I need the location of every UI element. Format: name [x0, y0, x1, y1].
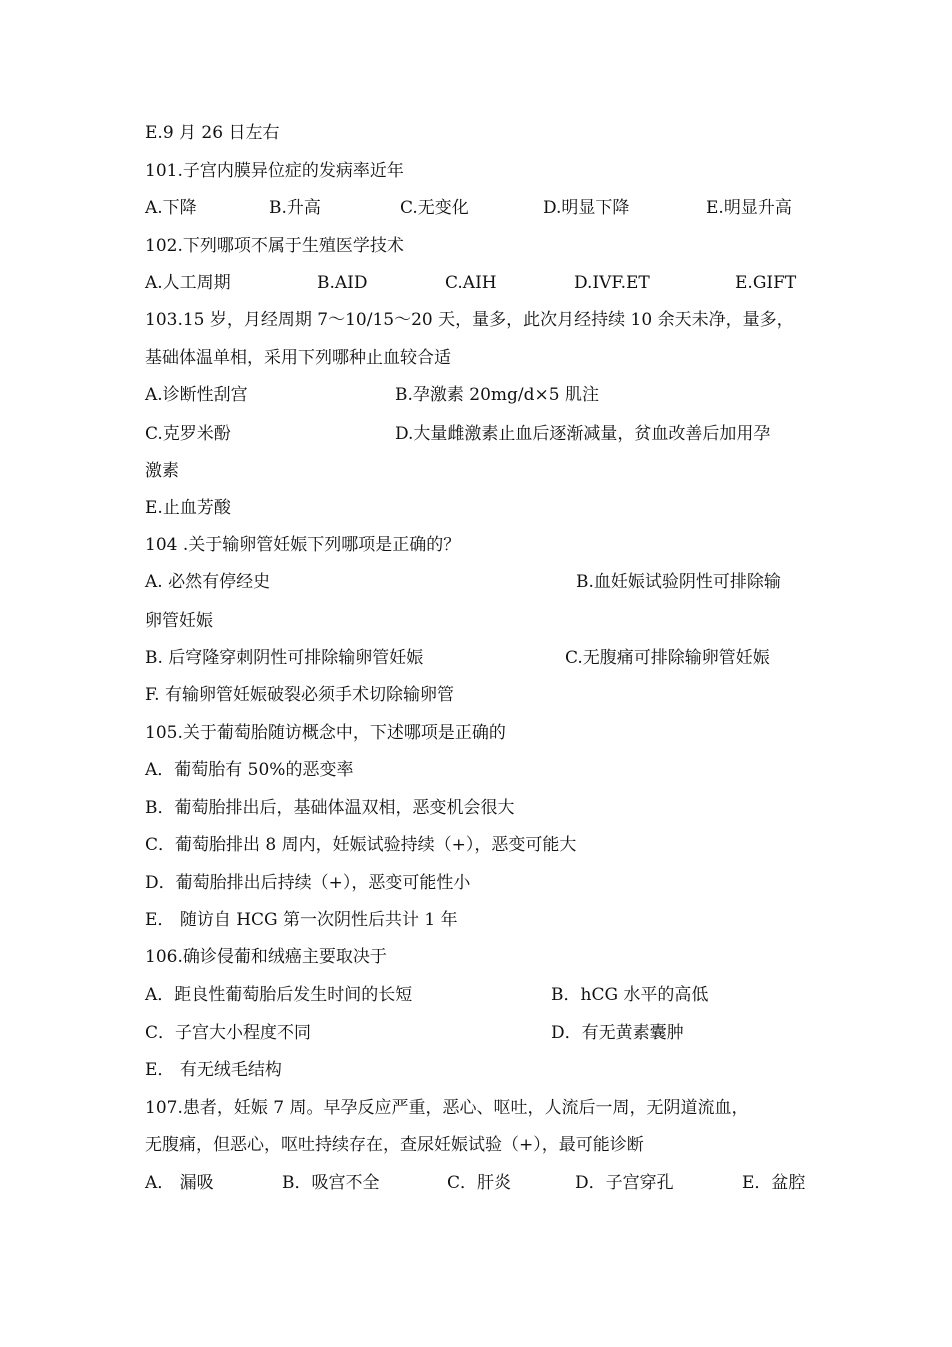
option-a: A.人工周期 [145, 273, 231, 293]
option-d: D.大量雌激素止血后逐渐减量，贫血改善后加用孕 [395, 424, 771, 444]
question-107-options [145, 1168, 815, 1198]
question-104-option-f [145, 680, 815, 710]
option-b: B.血妊娠试验阴性可排除输 [576, 572, 781, 592]
question-101-options [145, 193, 815, 223]
text-line [145, 118, 815, 148]
option-text: 激素 [145, 461, 179, 481]
option-e: E.GIFT [735, 273, 797, 293]
question-103-option-cont [145, 456, 815, 486]
question-103-option-e [145, 493, 815, 523]
question-107 [145, 1093, 815, 1123]
option-e: E.止血芳酸 [145, 498, 231, 518]
question-103-options-row2 [145, 419, 815, 449]
option-a: A．葡萄胎有 50%的恶变率 [145, 760, 354, 780]
question-106-options-row1 [145, 980, 815, 1010]
question-text: 106.确诊侵葡和绒癌主要取决于 [145, 947, 387, 967]
question-text: 104 .关于输卵管妊娠下列哪项是正确的？ [145, 535, 461, 555]
option-b: B. 后穹隆穿刺阴性可排除输卵管妊娠 [145, 648, 424, 668]
option-d: D.IVF.ET [574, 273, 650, 293]
option-e: E．盆腔 [742, 1173, 806, 1193]
question-105-option-a [145, 755, 815, 785]
option-b: B.AID [317, 273, 368, 293]
option-c: C.无变化 [400, 198, 469, 218]
question-106 [145, 942, 815, 972]
question-102-options [145, 268, 815, 298]
question-106-option-e [145, 1055, 815, 1085]
question-104 [145, 530, 815, 560]
option-d: D.明显下降 [543, 198, 630, 218]
option-c: C.AIH [445, 273, 497, 293]
option-b: B.孕激素 20mg/d×5 肌注 [395, 385, 600, 405]
option-f: F. 有输卵管妊娠破裂必须手术切除输卵管 [145, 685, 454, 705]
question-105-option-c [145, 830, 815, 860]
question-105-option-b [145, 793, 815, 823]
question-105-option-e [145, 905, 815, 935]
question-104-option-cont [145, 606, 815, 636]
question-105 [145, 718, 815, 748]
option-b: B．吸宫不全 [282, 1173, 380, 1193]
question-105-option-d [145, 868, 815, 898]
option-d: D．子宫穿孔 [575, 1173, 674, 1193]
option-e: E． 有无绒毛结构 [145, 1060, 282, 1080]
option-b: B.升高 [269, 198, 321, 218]
option-c: C．肝炎 [447, 1173, 512, 1193]
question-104-options-row2 [145, 643, 815, 673]
question-104-options-row1 [145, 567, 815, 597]
option-d: D．有无黄素囊肿 [551, 1023, 684, 1043]
option-d: D．葡萄胎排出后持续（+），恶变可能性小 [145, 873, 471, 893]
answer-option: E.9 月 26 日左右 [145, 123, 280, 143]
question-102 [145, 231, 815, 261]
option-e: E． 随访自 HCG 第一次阴性后共计 1 年 [145, 910, 458, 930]
option-c: C．子宫大小程度不同 [145, 1023, 312, 1043]
question-101 [145, 156, 815, 186]
question-text: 基础体温单相，采用下列哪种止血较合适 [145, 348, 451, 368]
option-a: A．距良性葡萄胎后发生时间的长短 [145, 985, 413, 1005]
question-107-cont [145, 1130, 815, 1160]
option-a: A． 漏吸 [145, 1173, 214, 1193]
question-text: 107.患者，妊娠 7 周。早孕反应严重，恶心、呕吐，人流后一周，无阴道流血， [145, 1098, 749, 1118]
question-103 [145, 305, 815, 335]
question-106-options-row2 [145, 1018, 815, 1048]
option-a: A.诊断性刮宫 [145, 385, 248, 405]
question-text: 无腹痛，但恶心，呕吐持续存在，查尿妊娠试验（+），最可能诊断 [145, 1135, 644, 1155]
question-text: 102.下列哪项不属于生殖医学技术 [145, 236, 404, 256]
option-b: B．hCG 水平的高低 [551, 985, 709, 1005]
option-a: A. 必然有停经史 [145, 572, 271, 592]
question-text: 101.子宫内膜异位症的发病率近年 [145, 161, 404, 181]
option-a: A.下降 [145, 198, 197, 218]
option-text: 卵管妊娠 [145, 611, 213, 631]
question-103-options-row1 [145, 380, 815, 410]
option-e: E.明显升高 [706, 198, 792, 218]
option-c: C.克罗米酚 [145, 424, 231, 444]
option-b: B．葡萄胎排出后，基础体温双相，恶变机会很大 [145, 798, 515, 818]
question-text: 105.关于葡萄胎随访概念中，下述哪项是正确的 [145, 723, 506, 743]
option-c: C．葡萄胎排出 8 周内，妊娠试验持续（+），恶变可能大 [145, 835, 577, 855]
question-103-cont [145, 343, 815, 373]
question-text: 103.15 岁，月经周期 7～10/15～20 天，量多，此次月经持续 10 余天未净，量多， [145, 310, 794, 330]
option-c: C.无腹痛可排除输卵管妊娠 [565, 648, 770, 668]
